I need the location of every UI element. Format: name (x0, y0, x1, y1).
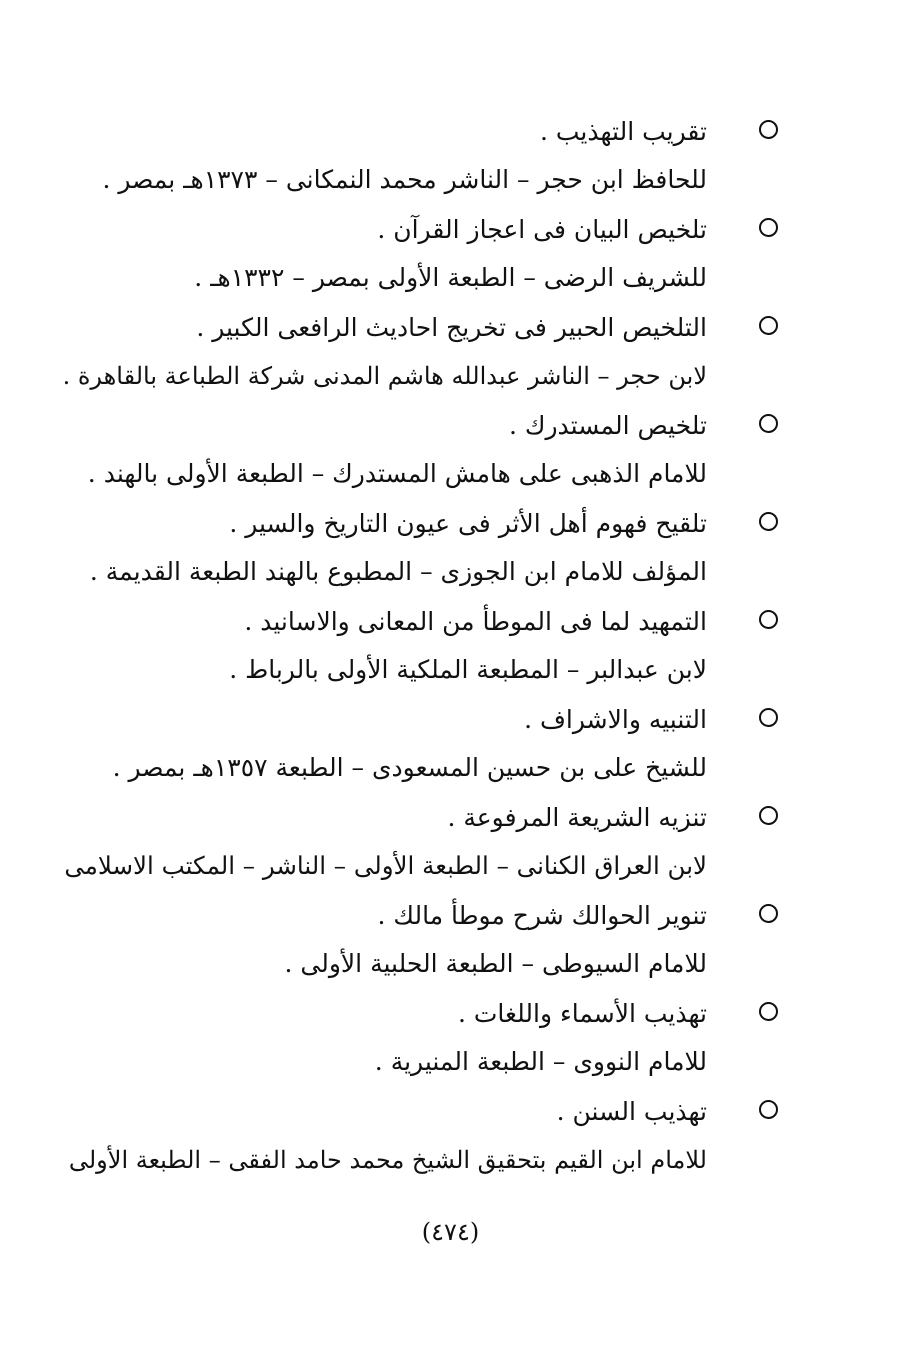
entry-detail: لابن عبدالبر – المطبعة الملكية الأولى بالرباط . (229, 655, 707, 684)
entry-title: التلخيص الحبير فى تخريج احاديث الرافعى الكبير . (196, 313, 707, 342)
entry-detail: للشريف الرضى – الطبعة الأولى بمصر – ١٣٣٢هـ . (194, 263, 707, 292)
entry-detail: لابن العراق الكنانى – الطبعة الأولى – الناشر – المكتب الاسلامى (64, 851, 707, 880)
entry-title: التنبيه والاشراف . (524, 705, 707, 734)
page-number: (٤٧٤) (421, 1218, 480, 1246)
circle-bullet-icon (759, 1100, 778, 1119)
circle-bullet-icon (759, 904, 778, 923)
entry-detail: للحافظ ابن حجر – الناشر محمد النمكانى – ١٣٧٣هـ بمصر . (102, 165, 707, 194)
entry-detail: للامام السيوطى – الطبعة الحلبية الأولى . (284, 949, 707, 978)
circle-bullet-icon (759, 708, 778, 727)
circle-bullet-icon (759, 512, 778, 531)
circle-bullet-icon (759, 316, 778, 335)
entry-detail: المؤلف للامام ابن الجوزى – المطبوع بالهند الطبعة القديمة . (89, 557, 707, 586)
entry-title: تلخيص المستدرك . (508, 411, 707, 440)
circle-bullet-icon (759, 120, 778, 139)
entry-detail: للامام الذهبى على هامش المستدرك – الطبعة الأولى بالهند . (87, 459, 707, 488)
entry-title: تهذيب الأسماء واللغات . (458, 999, 707, 1028)
entry-title: تهذيب السنن . (556, 1097, 707, 1126)
entry-title: تلقيح فهوم أهل الأثر فى عيون التاريخ والسير . (229, 509, 707, 538)
entry-detail: للامام ابن القيم بتحقيق الشيخ محمد حامد الفقى – الطبعة الأولى (68, 1146, 707, 1174)
entry-title: تنزيه الشريعة المرفوعة . (447, 803, 707, 832)
circle-bullet-icon (759, 610, 778, 629)
entry-title: تلخيص البيان فى اعجاز القرآن . (377, 215, 707, 244)
entry-title: تقريب التهذيب . (539, 117, 707, 146)
entry-detail: للشيخ على بن حسين المسعودى – الطبعة ١٣٥٧هـ بمصر . (112, 753, 707, 782)
circle-bullet-icon (759, 806, 778, 825)
circle-bullet-icon (759, 1002, 778, 1021)
entry-detail: للامام النووى – الطبعة المنيرية . (374, 1047, 707, 1076)
circle-bullet-icon (759, 414, 778, 433)
entry-title: التمهيد لما فى الموطأ من المعانى والاسانيد . (244, 607, 707, 636)
circle-bullet-icon (759, 218, 778, 237)
entry-title: تنوير الحوالك شرح موطأ مالك . (377, 901, 707, 930)
entry-detail: لابن حجر – الناشر عبدالله هاشم المدنى شركة الطباعة بالقاهرة . (62, 362, 707, 390)
